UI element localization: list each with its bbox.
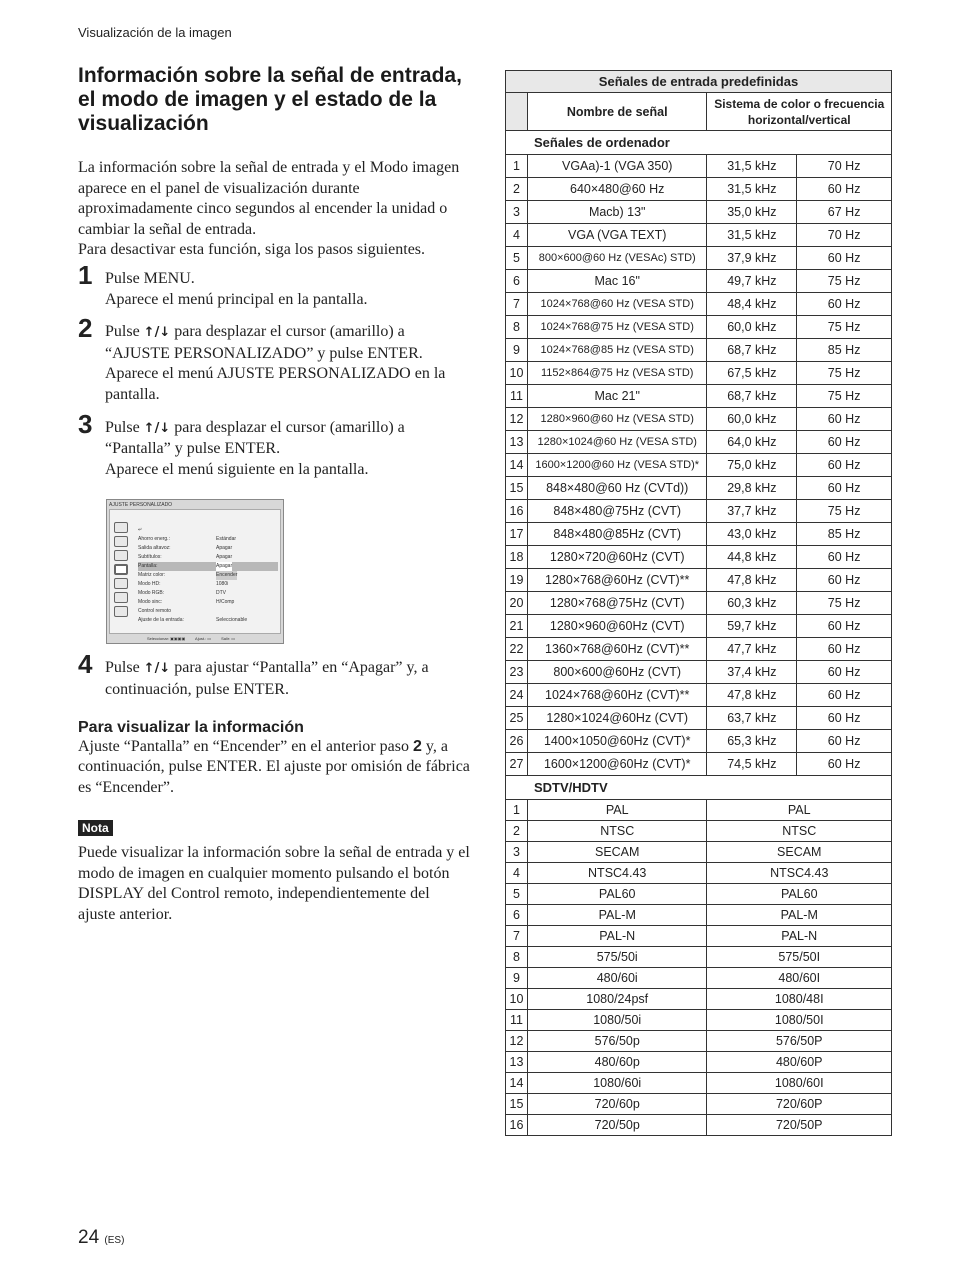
step-3 xyxy=(78,408,470,481)
row-index: 17 xyxy=(506,523,528,546)
row-index: 2 xyxy=(506,178,528,201)
menu-icon-column xyxy=(112,520,132,620)
signal-name: 848×480@60 Hz (CVTd)) xyxy=(527,477,707,500)
vertical-frequency: 60 Hz xyxy=(797,546,892,569)
signal-name: NTSC4.43 xyxy=(527,863,707,884)
row-index: 18 xyxy=(506,546,528,569)
step-number: 4 xyxy=(78,649,93,680)
row-index: 7 xyxy=(506,293,528,316)
horizontal-frequency: 60,3 kHz xyxy=(707,592,797,615)
header-index-cell xyxy=(506,93,528,131)
row-index: 7 xyxy=(506,926,528,947)
header-system: Sistema de color o frecuencia horizontal/vertical xyxy=(707,93,892,131)
table-row xyxy=(506,523,892,546)
header-signal-name: Nombre de señal xyxy=(527,93,707,131)
vertical-frequency: 60 Hz xyxy=(797,615,892,638)
running-header: Visualización de la imagen xyxy=(78,25,232,40)
signal-name: 1280×1024@60Hz (CVT) xyxy=(527,707,707,730)
step-number: 3 xyxy=(78,408,93,439)
signal-name: 1024×768@75 Hz (VESA STD) xyxy=(527,316,707,339)
table-row xyxy=(506,947,892,968)
menu-row: Modo HD: 1080i xyxy=(138,581,229,588)
row-index: 16 xyxy=(506,1115,528,1136)
signal-name: 1152×864@75 Hz (VESA STD) xyxy=(527,362,707,385)
table-row xyxy=(506,661,892,684)
signal-name: 1280×768@75Hz (CVT) xyxy=(527,592,707,615)
left-column xyxy=(78,64,470,926)
table-row xyxy=(506,454,892,477)
picture-icon xyxy=(114,536,128,547)
row-index: 3 xyxy=(506,201,528,224)
table-row xyxy=(506,247,892,270)
color-system: 720/50P xyxy=(707,1115,892,1136)
horizontal-frequency: 31,5 kHz xyxy=(707,155,797,178)
color-system: 1080/50I xyxy=(707,1010,892,1031)
signal-name: 1280×720@60Hz (CVT) xyxy=(527,546,707,569)
section-row-tv xyxy=(506,776,892,800)
table-row xyxy=(506,1052,892,1073)
signal-name: 1600×1200@60 Hz (VESA STD)* xyxy=(527,454,707,477)
vertical-frequency: 60 Hz xyxy=(797,684,892,707)
horizontal-frequency: 48,4 kHz xyxy=(707,293,797,316)
row-index: 12 xyxy=(506,408,528,431)
up-down-arrow-icon: ↑/↓ xyxy=(143,661,171,677)
step-result: Aparece el menú principal en la pantalla. xyxy=(105,290,368,308)
table-row xyxy=(506,1031,892,1052)
color-system: 480/60P xyxy=(707,1052,892,1073)
step-2 xyxy=(78,313,470,405)
horizontal-frequency: 31,5 kHz xyxy=(707,224,797,247)
row-index: 13 xyxy=(506,431,528,454)
table-row xyxy=(506,730,892,753)
signal-name: 575/50i xyxy=(527,947,707,968)
color-system: SECAM xyxy=(707,842,892,863)
color-system: 576/50P xyxy=(707,1031,892,1052)
row-index: 14 xyxy=(506,454,528,477)
signal-name: 1024×768@60 Hz (VESA STD) xyxy=(527,293,707,316)
display-icon xyxy=(114,522,128,533)
table-row xyxy=(506,842,892,863)
horizontal-frequency: 67,5 kHz xyxy=(707,362,797,385)
horizontal-frequency: 37,7 kHz xyxy=(707,500,797,523)
step-text: Pulse ↑/↓ para desplazar el cursor (amarillo) a “Pantalla” y pulse ENTER. xyxy=(105,418,405,458)
horizontal-frequency: 35,0 kHz xyxy=(707,201,797,224)
step-text: Pulse MENU. xyxy=(105,269,195,287)
subheading: Para visualizar la información xyxy=(78,718,304,736)
signal-name: Mac 16" xyxy=(527,270,707,293)
signal-name: 720/50p xyxy=(527,1115,707,1136)
row-index: 16 xyxy=(506,500,528,523)
table-row xyxy=(506,385,892,408)
signal-name: 1080/50i xyxy=(527,1010,707,1031)
table-row xyxy=(506,408,892,431)
language-icon xyxy=(114,606,128,617)
vertical-frequency: 60 Hz xyxy=(797,730,892,753)
table-row xyxy=(506,800,892,821)
table-header-row xyxy=(506,93,892,131)
signal-name: PAL60 xyxy=(527,884,707,905)
horizontal-frequency: 60,0 kHz xyxy=(707,316,797,339)
signal-name: 1080/24psf xyxy=(527,989,707,1010)
row-index: 8 xyxy=(506,947,528,968)
row-index: 8 xyxy=(506,316,528,339)
horizontal-frequency: 64,0 kHz xyxy=(707,431,797,454)
row-index: 11 xyxy=(506,385,528,408)
vertical-frequency: 60 Hz xyxy=(797,178,892,201)
horizontal-frequency: 37,9 kHz xyxy=(707,247,797,270)
table-row xyxy=(506,989,892,1010)
color-system: NTSC xyxy=(707,821,892,842)
horizontal-frequency: 44,8 kHz xyxy=(707,546,797,569)
section-title: Información sobre la señal de entrada, el modo de imagen y el estado de la visualización xyxy=(78,64,462,135)
table-row xyxy=(506,1010,892,1031)
signal-name: 1360×768@60Hz (CVT)** xyxy=(527,638,707,661)
vertical-frequency: 60 Hz xyxy=(797,661,892,684)
page-number: 24 (ES) xyxy=(78,1227,125,1248)
vertical-frequency: 70 Hz xyxy=(797,155,892,178)
row-index: 2 xyxy=(506,821,528,842)
section-title: Señales de ordenador xyxy=(506,131,892,155)
step-text: Pulse ↑/↓ para ajustar “Pantalla” en “Apagar” y, a continuación, pulse ENTER. xyxy=(105,659,429,698)
vertical-frequency: 75 Hz xyxy=(797,592,892,615)
signal-name: 1600×1200@60Hz (CVT)* xyxy=(527,753,707,776)
vertical-frequency: 85 Hz xyxy=(797,523,892,546)
menu-title: AJUSTE PERSONALIZADO xyxy=(109,502,173,509)
row-index: 4 xyxy=(506,863,528,884)
color-system: PAL xyxy=(707,800,892,821)
table-row xyxy=(506,1094,892,1115)
table-row xyxy=(506,1115,892,1136)
section-row-pc xyxy=(506,131,892,155)
up-down-arrow-icon: ↑/↓ xyxy=(143,420,171,436)
color-system: 1080/48I xyxy=(707,989,892,1010)
vertical-frequency: 60 Hz xyxy=(797,753,892,776)
step-text: Pulse ↑/↓ para desplazar el cursor (amarillo) a “AJUSTE PERSONALIZADO” y pulse ENTER. xyxy=(105,323,423,362)
step-number: 1 xyxy=(78,259,93,290)
vertical-frequency: 75 Hz xyxy=(797,500,892,523)
row-index: 24 xyxy=(506,684,528,707)
row-index: 9 xyxy=(506,339,528,362)
table-row xyxy=(506,270,892,293)
menu-body xyxy=(109,509,281,634)
horizontal-frequency: 47,8 kHz xyxy=(707,569,797,592)
table-row xyxy=(506,863,892,884)
row-index: 6 xyxy=(506,270,528,293)
table-row xyxy=(506,905,892,926)
horizontal-frequency: 47,8 kHz xyxy=(707,684,797,707)
signal-table xyxy=(505,70,892,1136)
table-row xyxy=(506,500,892,523)
vertical-frequency: 70 Hz xyxy=(797,224,892,247)
menu-footer: Seleccionar: ▣▣▣▣ Ajust.: ▭ Salir: ▭ xyxy=(147,636,236,642)
menu-row-selected: Pantalla: Apagar xyxy=(138,562,278,571)
color-system: PAL-M xyxy=(707,905,892,926)
menu-row: Ahorro energ.: Estándar xyxy=(138,536,237,543)
row-index: 5 xyxy=(506,247,528,270)
row-index: 14 xyxy=(506,1073,528,1094)
sound-icon xyxy=(114,550,128,561)
vertical-frequency: 60 Hz xyxy=(797,431,892,454)
row-index: 3 xyxy=(506,842,528,863)
row-index: 10 xyxy=(506,989,528,1010)
menu-row: Ajuste de la entrada: Seleccionable xyxy=(138,617,248,624)
vertical-frequency: 60 Hz xyxy=(797,454,892,477)
horizontal-frequency: 31,5 kHz xyxy=(707,178,797,201)
up-down-arrow-icon: ↑/↓ xyxy=(143,325,171,341)
row-index: 1 xyxy=(506,155,528,178)
vertical-frequency: 85 Hz xyxy=(797,339,892,362)
table-row xyxy=(506,546,892,569)
signal-name: 1280×960@60 Hz (VESA STD) xyxy=(527,408,707,431)
back-icon: ↵ xyxy=(138,527,143,534)
table-row xyxy=(506,821,892,842)
signal-name: SECAM xyxy=(527,842,707,863)
color-system: NTSC4.43 xyxy=(707,863,892,884)
table-row xyxy=(506,155,892,178)
vertical-frequency: 60 Hz xyxy=(797,477,892,500)
horizontal-frequency: 59,7 kHz xyxy=(707,615,797,638)
signal-name: PAL-N xyxy=(527,926,707,947)
table-row xyxy=(506,431,892,454)
table-row xyxy=(506,339,892,362)
row-index: 6 xyxy=(506,905,528,926)
row-index: 15 xyxy=(506,477,528,500)
signal-name: 1280×960@60Hz (CVT) xyxy=(527,615,707,638)
color-system: 720/60P xyxy=(707,1094,892,1115)
vertical-frequency: 75 Hz xyxy=(797,270,892,293)
horizontal-frequency: 74,5 kHz xyxy=(707,753,797,776)
horizontal-frequency: 75,0 kHz xyxy=(707,454,797,477)
row-index: 15 xyxy=(506,1094,528,1115)
row-index: 9 xyxy=(506,968,528,989)
step-result: Aparece el menú AJUSTE PERSONALIZADO en la pantalla. xyxy=(105,365,446,403)
signal-name: 800×600@60Hz (CVT) xyxy=(527,661,707,684)
table-row xyxy=(506,201,892,224)
table-row xyxy=(506,178,892,201)
signal-name: 800×600@60 Hz (VESAc) STD) xyxy=(527,247,707,270)
pip-icon xyxy=(114,578,128,589)
table-row xyxy=(506,316,892,339)
table-row xyxy=(506,477,892,500)
horizontal-frequency: 65,3 kHz xyxy=(707,730,797,753)
horizontal-frequency: 49,7 kHz xyxy=(707,270,797,293)
signal-name: 1280×768@60Hz (CVT)** xyxy=(527,569,707,592)
custom-settings-icon xyxy=(114,564,128,575)
row-index: 12 xyxy=(506,1031,528,1052)
signal-name: 848×480@75Hz (CVT) xyxy=(527,500,707,523)
row-index: 23 xyxy=(506,661,528,684)
signal-name: 1024×768@85 Hz (VESA STD) xyxy=(527,339,707,362)
info-paragraph: Ajuste “Pantalla” en “Encender” en el anterior paso 2 y, a continuación, pulse ENTER. El ajuste por omisión de fábrica es “Encender”. xyxy=(78,737,470,796)
table-row xyxy=(506,362,892,385)
signal-name: PAL-M xyxy=(527,905,707,926)
table-row xyxy=(506,884,892,905)
vertical-frequency: 60 Hz xyxy=(797,638,892,661)
menu-row: Salida altavoz: Apagar xyxy=(138,545,233,552)
vertical-frequency: 60 Hz xyxy=(797,569,892,592)
row-index: 21 xyxy=(506,615,528,638)
signal-name: 480/60i xyxy=(527,968,707,989)
row-index: 27 xyxy=(506,753,528,776)
pc-signals-body xyxy=(506,155,892,776)
signal-name: NTSC xyxy=(527,821,707,842)
vertical-frequency: 75 Hz xyxy=(797,362,892,385)
horizontal-frequency: 43,0 kHz xyxy=(707,523,797,546)
table-row xyxy=(506,615,892,638)
table-row xyxy=(506,1073,892,1094)
menu-row: Subtítulos: Apagar xyxy=(138,554,233,561)
signal-name: VGA (VGA TEXT) xyxy=(527,224,707,247)
note-label: Nota xyxy=(78,820,113,836)
horizontal-frequency: 60,0 kHz xyxy=(707,408,797,431)
note-text: Puede visualizar la información sobre la señal de entrada y el modo de imagen en cualquier momento pulsando el botón DISPLAY del Control remoto, independientemente del ajuste anterior. xyxy=(78,844,470,924)
color-system: PAL60 xyxy=(707,884,892,905)
color-system: 575/50I xyxy=(707,947,892,968)
signal-name: PAL xyxy=(527,800,707,821)
step-number: 2 xyxy=(78,313,93,344)
table-row xyxy=(506,592,892,615)
row-index: 20 xyxy=(506,592,528,615)
signal-name: 480/60p xyxy=(527,1052,707,1073)
horizontal-frequency: 68,7 kHz xyxy=(707,385,797,408)
vertical-frequency: 60 Hz xyxy=(797,247,892,270)
signal-name: 1400×1050@60Hz (CVT)* xyxy=(527,730,707,753)
table-row xyxy=(506,569,892,592)
timer-icon xyxy=(114,592,128,603)
signal-name: Macb) 13" xyxy=(527,201,707,224)
table-row xyxy=(506,638,892,661)
signal-name: 1024×768@60Hz (CVT)** xyxy=(527,684,707,707)
color-system: PAL-N xyxy=(707,926,892,947)
horizontal-frequency: 63,7 kHz xyxy=(707,707,797,730)
table-row xyxy=(506,684,892,707)
table-row xyxy=(506,707,892,730)
signal-name: 640×480@60 Hz xyxy=(527,178,707,201)
row-index: 22 xyxy=(506,638,528,661)
row-index: 11 xyxy=(506,1010,528,1031)
row-index: 19 xyxy=(506,569,528,592)
vertical-frequency: 67 Hz xyxy=(797,201,892,224)
horizontal-frequency: 29,8 kHz xyxy=(707,477,797,500)
color-system: 480/60I xyxy=(707,968,892,989)
table-row xyxy=(506,968,892,989)
vertical-frequency: 60 Hz xyxy=(797,293,892,316)
signal-name: 848×480@85Hz (CVT) xyxy=(527,523,707,546)
row-index: 25 xyxy=(506,707,528,730)
row-index: 10 xyxy=(506,362,528,385)
signal-name: VGAa)-1 (VGA 350) xyxy=(527,155,707,178)
intro-paragraph: La información sobre la señal de entrada y el Modo imagen aparece en el panel de visualización durante aproximadamente cinco segundos al encender la unidad o cambiar la señal de entrada. Para desactivar esta función, siga los pasos siguientes. xyxy=(78,159,460,259)
step-4 xyxy=(78,649,470,700)
table-row xyxy=(506,926,892,947)
step-1 xyxy=(78,259,470,310)
step-result: Aparece el menú siguiente en la pantalla. xyxy=(105,460,369,478)
row-index: 1 xyxy=(506,800,528,821)
menu-row: Modo sinc: H/Comp xyxy=(138,599,235,606)
horizontal-frequency: 47,7 kHz xyxy=(707,638,797,661)
menu-rows xyxy=(138,526,278,625)
vertical-frequency: 60 Hz xyxy=(797,408,892,431)
row-index: 4 xyxy=(506,224,528,247)
horizontal-frequency: 68,7 kHz xyxy=(707,339,797,362)
section-title: SDTV/HDTV xyxy=(506,776,892,800)
menu-row: Control remoto xyxy=(138,608,172,615)
tv-signals-body xyxy=(506,800,892,1136)
menu-row: Matriz color: Encender xyxy=(138,572,238,579)
row-index: 26 xyxy=(506,730,528,753)
color-system: 1080/60I xyxy=(707,1073,892,1094)
horizontal-frequency: 37,4 kHz xyxy=(707,661,797,684)
menu-row: Modo RGB: DTV xyxy=(138,590,226,597)
signal-name: 1080/60i xyxy=(527,1073,707,1094)
signal-name: 576/50p xyxy=(527,1031,707,1052)
table-row xyxy=(506,224,892,247)
row-index: 13 xyxy=(506,1052,528,1073)
table-row xyxy=(506,753,892,776)
vertical-frequency: 75 Hz xyxy=(797,316,892,339)
row-index: 5 xyxy=(506,884,528,905)
signal-name: Mac 21" xyxy=(527,385,707,408)
vertical-frequency: 75 Hz xyxy=(797,385,892,408)
signal-name: 720/60p xyxy=(527,1094,707,1115)
table-row xyxy=(506,293,892,316)
signal-name: 1280×1024@60 Hz (VESA STD) xyxy=(527,431,707,454)
table-title-row xyxy=(506,71,892,93)
vertical-frequency: 60 Hz xyxy=(797,707,892,730)
menu-screenshot xyxy=(106,499,284,644)
table-title: Señales de entrada predefinidas xyxy=(506,71,892,93)
